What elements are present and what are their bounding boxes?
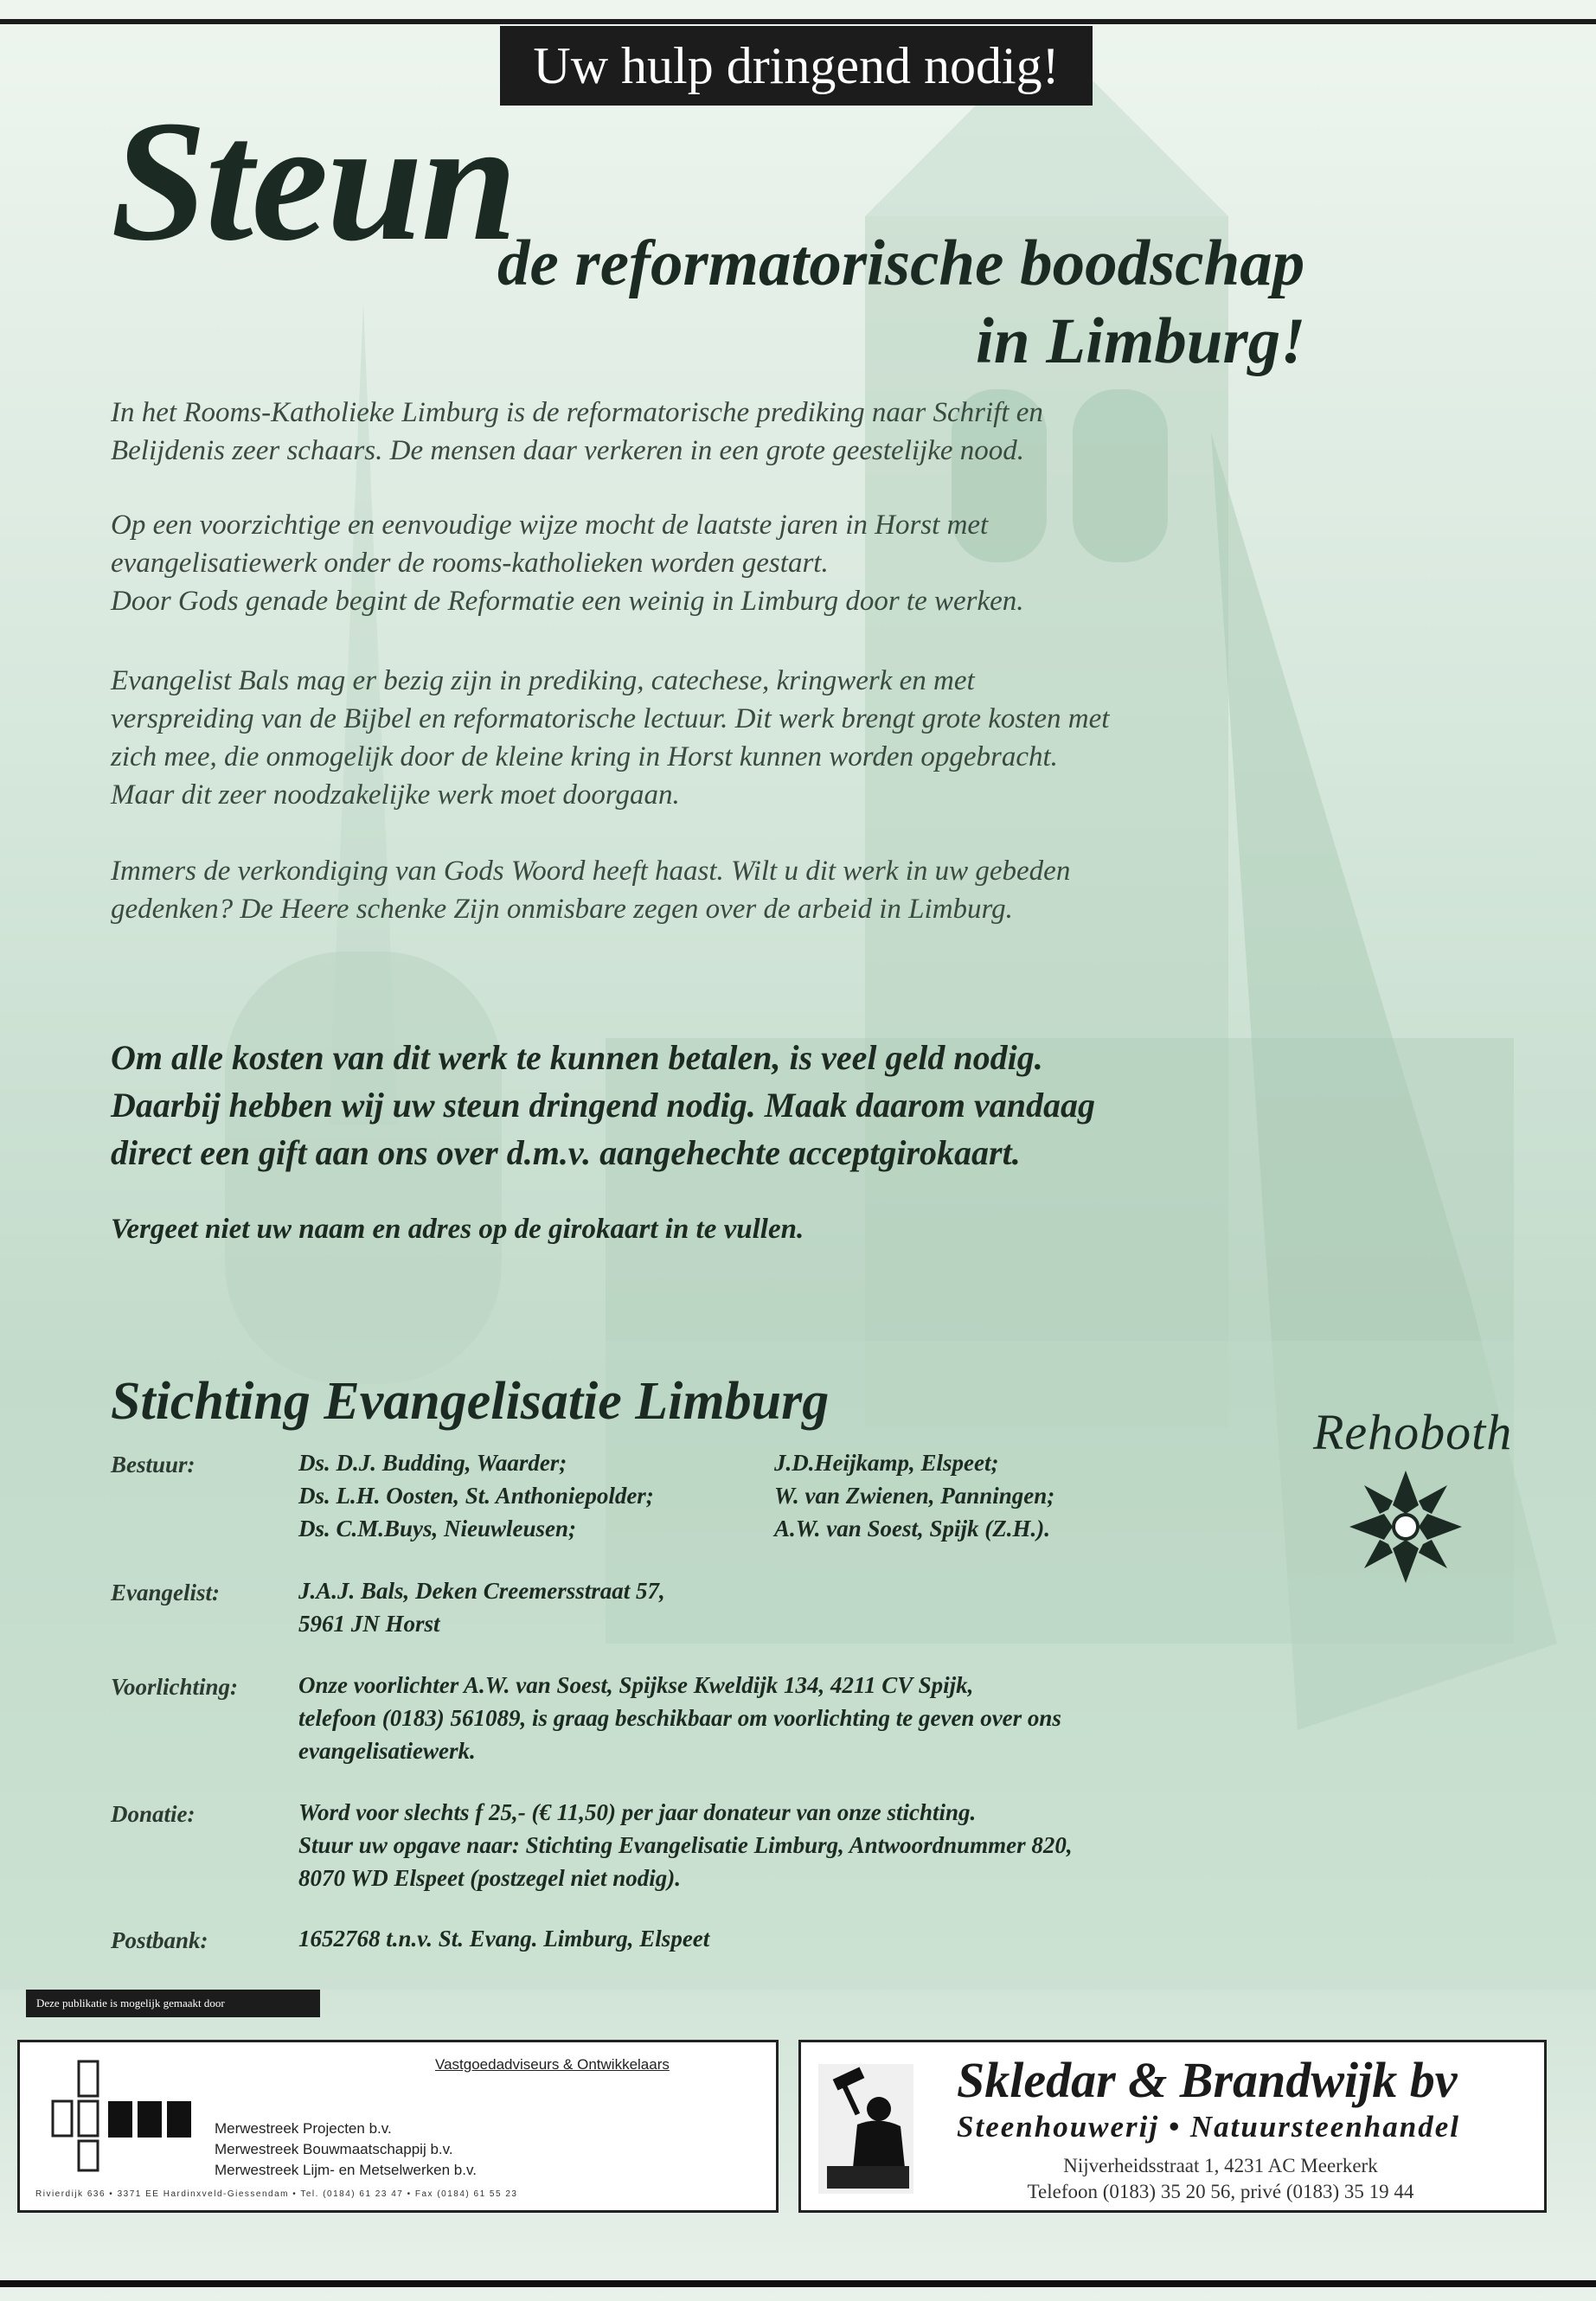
paragraph-line: Immers de verkondiging van Gods Woord heeft haast. Wilt u dit werk in uw gebeden [111,856,1071,887]
merwestreek-company: Merwestreek Lijm- en Metselwerken b.v. [215,2162,477,2178]
giro-note: Vergeet niet uw naam en adres op de girokaart in te vullen. [111,1214,804,1245]
headline-line-2: in Limburg! [976,305,1306,377]
evangelist-info [298,1574,665,1640]
merwestreek-company: Merwestreek Projecten b.v. [215,2120,392,2137]
skledar-tagline: Steenhouwerij • Natuursteenhandel [957,2110,1460,2144]
paragraph-line: verspreiding van de Bijbel en reformatorische lectuur. Dit werk brengt grote kosten met [111,703,1110,734]
headline-line-1: de reformatorische boodschap [497,228,1305,299]
appeal-line: Daarbij hebben wij uw steun dringend nodig. Maak daarom vandaag [111,1086,1095,1125]
merwestreek-company: Merwestreek Bouwmaatschappij b.v. [215,2141,453,2157]
donatie-line: Stuur uw opgave naar: Stichting Evangelisatie Limburg, Antwoordnummer 820, [298,1832,1073,1858]
skledar-phone: Telefoon (0183) 35 20 56, privé (0183) 35 19 44 [1027,2181,1414,2202]
merwestreek-logo-icon [44,2060,200,2172]
postbank-label: Postbank: [111,1927,208,1953]
paragraph-line: evangelisatiewerk onder de rooms-katholieken worden gestart. [111,548,829,579]
evangelist-line: 5961 JN Horst [298,1611,440,1637]
ad-skledar-brandwijk [798,2040,1547,2213]
paragraph-line: Maar dit zeer noodzakelijke werk moet doorgaan. [111,779,680,811]
bestuur-column-2 [774,1446,1054,1545]
donatie-line: 8070 WD Elspeet (postzegel niet nodig). [298,1865,681,1891]
paragraph-line: gedenken? De Heere schenke Zijn onmisbare zegen over de arbeid in Limburg. [111,894,1013,925]
merwestreek-address: Rivierdijk 636 • 3371 EE Hardinxveld-Giessendam • Tel. (0184) 61 23 47 • Fax (0184) 61 55 23 [35,2189,518,2199]
top-rule [0,19,1596,24]
voorlichting-line: evangelisatiewerk. [298,1738,476,1764]
bestuur-label: Bestuur: [111,1452,195,1477]
donatie-line: Word voor slechts f 25,- (€ 11,50) per jaar donateur van onze stichting. [298,1799,977,1825]
evangelist-line: J.A.J. Bals, Deken Creemersstraat 57, [298,1578,665,1604]
skledar-company-name: Skledar & Brandwijk bv [957,2052,1458,2108]
bestuur-member: Ds. L.H. Oosten, St. Anthoniepolder; [298,1483,654,1509]
paragraph-2 [111,506,1261,620]
publication-note: Deze publikatie is mogelijk gemaakt door [26,1990,320,2017]
voorlichting-info [298,1669,1061,1767]
paragraph-line: zich mee, die onmogelijk door de kleine kring in Horst kunnen worden opgebracht. [111,741,1058,772]
donatie-info [298,1796,1073,1894]
ad-merwestreek [17,2040,779,2213]
merwestreek-subtitle: Vastgoedadviseurs & Ontwikkelaars [435,2056,670,2073]
stonemason-icon [818,2064,913,2194]
paragraph-4 [111,852,1261,928]
paragraph-line: Evangelist Bals mag er bezig zijn in prediking, catechese, kringwerk en met [111,665,975,696]
rehoboth-logo-text: Rehoboth [1313,1404,1513,1460]
donatie-label: Donatie: [111,1801,195,1827]
bestuur-member: A.W. van Soest, Spijk (Z.H.). [774,1516,1051,1541]
paragraph-line: Belijdenis zeer schaars. De mensen daar verkeren in een grote geestelijke nood. [111,435,1024,466]
bestuur-column-1 [298,1446,654,1545]
postbank-number: 1652768 t.n.v. St. Evang. Limburg, Elspeet [298,1926,710,1952]
appeal-line: direct een gift aan ons over d.m.v. aangehechte acceptgirokaart. [111,1133,1021,1172]
appeal-line: Om alle kosten van dit werk te kunnen betalen, is veel geld nodig. [111,1038,1043,1077]
paragraph-1 [111,394,1261,470]
huguenot-cross-icon [1345,1466,1466,1587]
voorlichting-label: Voorlichting: [111,1674,239,1700]
bestuur-member: J.D.Heijkamp, Elspeet; [774,1450,999,1476]
bestuur-member: Ds. D.J. Budding, Waarder; [298,1450,567,1476]
bestuur-member: W. van Zwienen, Panningen; [774,1483,1055,1509]
skledar-address: Nijverheidsstraat 1, 4231 AC Meerkerk [1063,2155,1378,2176]
paragraph-line: Op een voorzichtige en eenvoudige wijze mocht de laatste jaren in Horst met [111,510,989,541]
organization-name: Stichting Evangelisatie Limburg [111,1372,830,1431]
banner: Uw hulp dringend nodig! [500,26,1093,106]
voorlichting-line: Onze voorlichter A.W. van Soest, Spijkse Kweldijk 134, 4211 CV Spijk, [298,1672,974,1698]
evangelist-label: Evangelist: [111,1580,220,1606]
headline-main: Steun [111,86,516,277]
bottom-rule [0,2280,1596,2287]
paragraph-3 [111,662,1261,814]
paragraph-line: In het Rooms-Katholieke Limburg is de reformatorische prediking naar Schrift en [111,397,1043,428]
paragraph-line: Door Gods genade begint de Reformatie een weinig in Limburg door te werken. [111,586,1024,617]
appeal [111,1034,1287,1176]
bestuur-member: Ds. C.M.Buys, Nieuwleusen; [298,1516,577,1541]
voorlichting-line: telefoon (0183) 561089, is graag beschikbaar om voorlichting te geven over ons [298,1705,1061,1731]
